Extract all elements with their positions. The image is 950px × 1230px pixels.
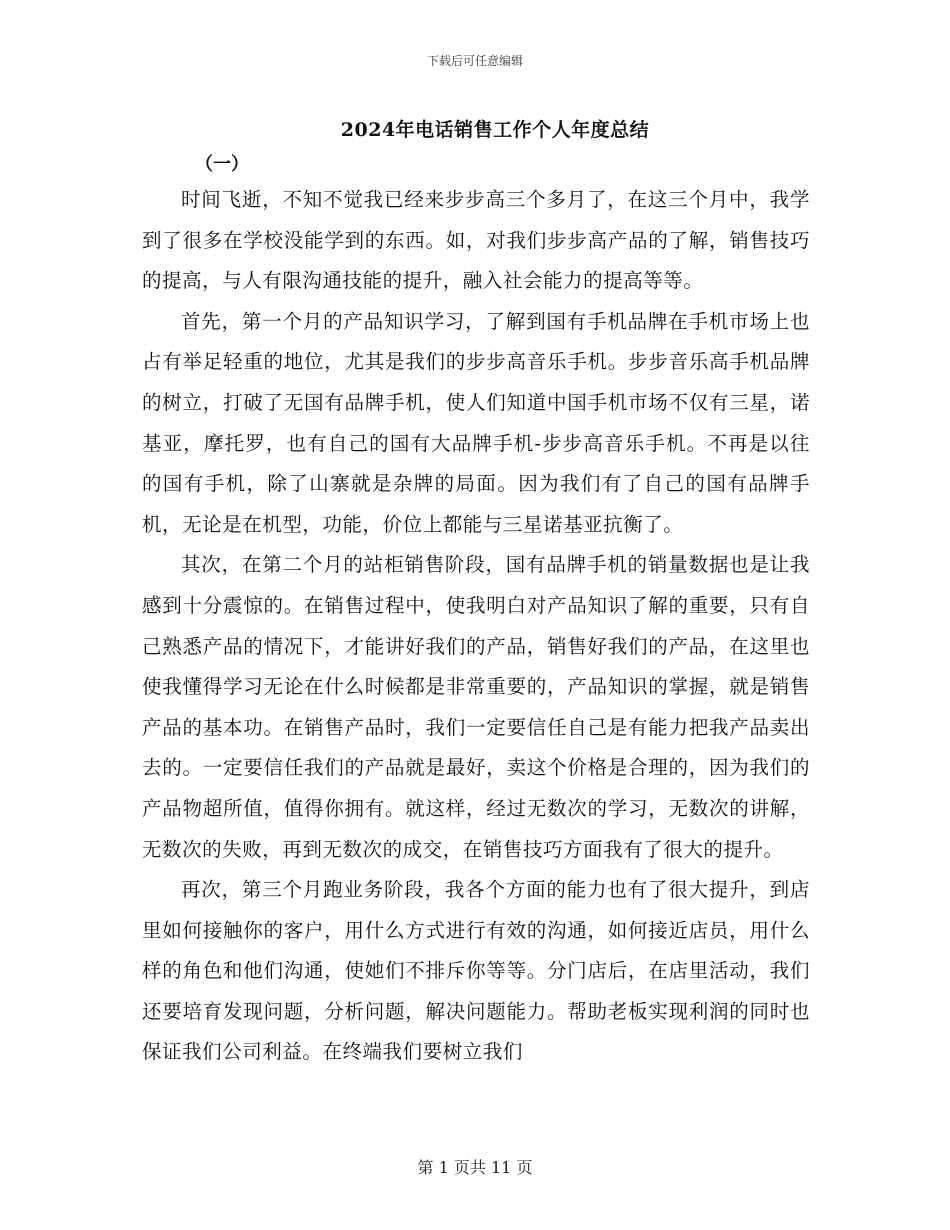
section-heading: （一） [195,154,249,175]
paragraph-3: 其次，在第二个月的站柜销售阶段，国有品牌手机的销量数据也是让我感到十分震惊的。在销售过程中，使我明白对产品知识了解的重要，只有自己熟悉产品的情况下，才能讲好我们的产品，销售好我们的产品，在这里也使我懂得学习无论在什么时候都是非常重要的，产品知识的掌握，就是销售产品的基本功。在销售产品时，我们一定要信任自己是有能力把我产品卖出去的。一定要信任我们的产品就是最好，卖这个价格是合理的，因为我们的产品物超所值，值得你拥有。就这样，经过无数次的学习，无数次的讲解，无数次的失败，再到无数次的成交，在销售技巧方面我有了很大的提升。 [142,553,810,861]
page-footer-number: 第 1 页共 11 页 [417,1158,533,1177]
document-body [142,180,810,1073]
page-header-note: 下载后可任意编辑 [426,54,523,68]
paragraph-2: 首先，第一个月的产品知识学习，了解到国有手机品牌在手机市场上也占有举足轻重的地位，尤其是我们的步步高音乐手机。步步音乐高手机品牌的树立，打破了无国有品牌手机，使人们知道中国手机市场不仅有三星，诺基亚，摩托罗，也有自己的国有大品牌手机-步步高音乐手机。不再是以往的国有手机，除了山寨就是杂牌的局面。因为我们有了自己的国有品牌手机，无论是在机型，功能，价位上都能与三星诺基亚抗衡了。 [142,309,810,536]
paragraph-1: 时间飞逝，不知不觉我已经来步步高三个多月了，在这三个月中，我学到了很多在学校没能学到的东西。如，对我们步步高产品的了解，销售技巧的提高，与人有限沟通技能的提升，融入社会能力的提高等等。 [142,188,810,293]
paragraph-4: 再次，第三个月跑业务阶段，我各个方面的能力也有了很大提升，到店里如何接触你的客户，用什么方式进行有效的沟通，如何接近店员，用什么样的角色和他们沟通，使她们不排斥你等等。分门店后，在店里活动，我们还要培育发现问题，分析问题，解决问题能力。帮助老板实现利润的同时也保证我们公司利益。在终端我们要树立我们 [142,878,810,1064]
document-title: 2024年电话销售工作个人年度总结 [340,119,650,141]
